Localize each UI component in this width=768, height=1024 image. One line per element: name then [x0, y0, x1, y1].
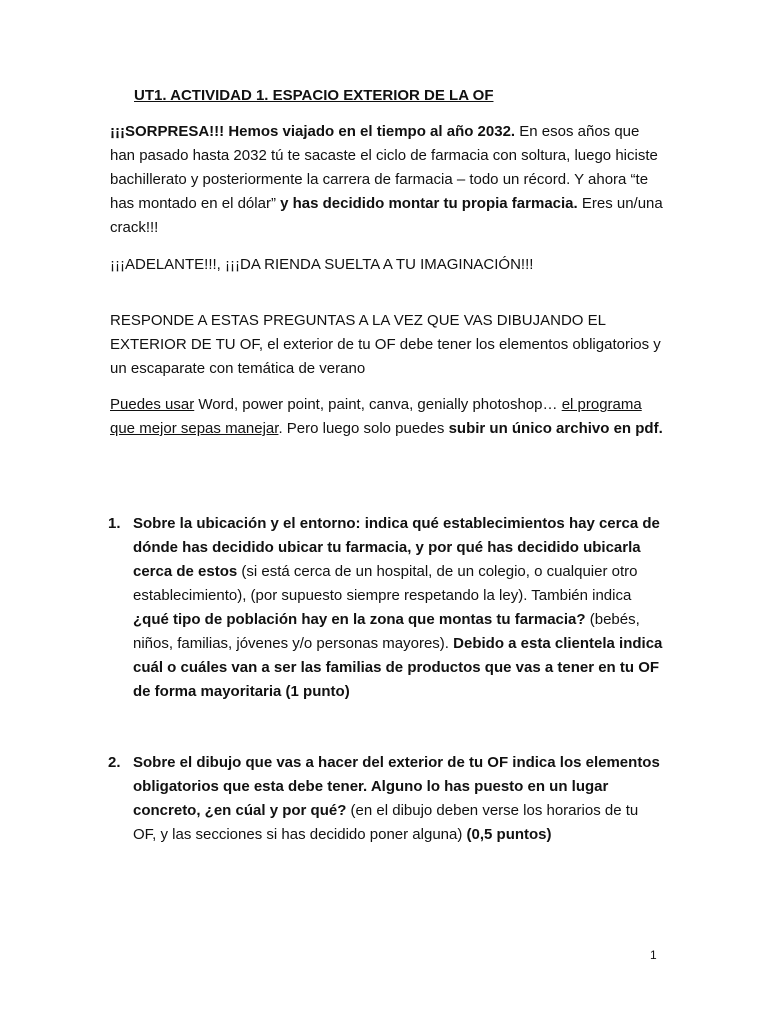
- surprise-text: ¡¡¡SORPRESA!!! Hemos viajado en el tiempo al año 2032.: [110, 123, 516, 140]
- intro-paragraph: [110, 120, 666, 240]
- tools-paragraph: [110, 393, 666, 441]
- question-number: 1.: [108, 515, 121, 532]
- upload-text: . Pero luego solo puedes: [278, 420, 449, 437]
- decision-text: y has decidido montar tu propia farmacia.: [280, 195, 578, 212]
- question-text: (en el dibujo deben verse los horarios de tu OF, y las secciones si has decidido poner alguna): [133, 802, 639, 843]
- question-item-1: [108, 512, 664, 704]
- apps-text: Word, power point, paint, canva, genially photoshop…: [194, 396, 562, 413]
- program-text: el programa que mejor sepas manejar: [110, 396, 642, 437]
- puedes-usar-text: Puedes usar: [110, 396, 195, 413]
- question-text-bold: Sobre la ubicación y el entorno: indica qué establecimientos hay cerca de dónde has decidido ubicar tu farmacia, y por qué has decidido ubicarla cerca de estos: [133, 515, 660, 580]
- question-text-bold: ¿qué tipo de población hay en la zona que montas tu farmacia?: [133, 611, 586, 628]
- question-number: 2.: [108, 754, 121, 771]
- question-list-1: [108, 512, 664, 704]
- question-item-2: [108, 751, 664, 847]
- question-text: (si está cerca de un hospital, de un colegio, o cualquier otro establecimiento), (por supuesto siempre respetando la ley). También indica: [133, 563, 638, 604]
- document-title: UT1. ACTIVIDAD 1. ESPACIO EXTERIOR DE LA OF: [134, 87, 494, 104]
- instructions-paragraph: RESPONDE A ESTAS PREGUNTAS A LA VEZ QUE VAS DIBUJANDO EL EXTERIOR DE TU OF, el exterior de tu OF debe tener los elementos obligatorios y un escaparate con temática de verano: [110, 312, 661, 377]
- story-text: En esos años que han pasado hasta 2032 tú te sacaste el ciclo de farmacia con soltura, luego hiciste bachillerato y posteriormente la carrera de farmacia – todo un récord. Y ahora “te has montado en el dólar”: [110, 123, 658, 212]
- question-text-bold: Debido a esta clientela indica cuál o cuáles van a ser las familias de productos que vas a tener en tu OF de forma mayoritaria (1 punto): [133, 635, 663, 700]
- page-number: 1: [650, 948, 657, 962]
- question-text-bold: (0,5 puntos): [466, 826, 552, 843]
- question-text: (bebés, niños, familias, jóvenes y/o personas mayores).: [133, 611, 640, 652]
- question-list-2: [108, 751, 664, 847]
- crack-text: Eres un/una crack!!!: [110, 195, 663, 236]
- adelante-paragraph: ¡¡¡ADELANTE!!!, ¡¡¡DA RIENDA SUELTA A TU IMAGINACIÓN!!!: [110, 256, 534, 273]
- question-text-bold: Sobre el dibujo que vas a hacer del exterior de tu OF indica los elementos obligatorios que esta debe tener. Alguno lo has puesto en un lugar concreto, ¿en cúal y por qué?: [133, 754, 660, 819]
- upload-bold-text: subir un único archivo en pdf.: [448, 420, 663, 437]
